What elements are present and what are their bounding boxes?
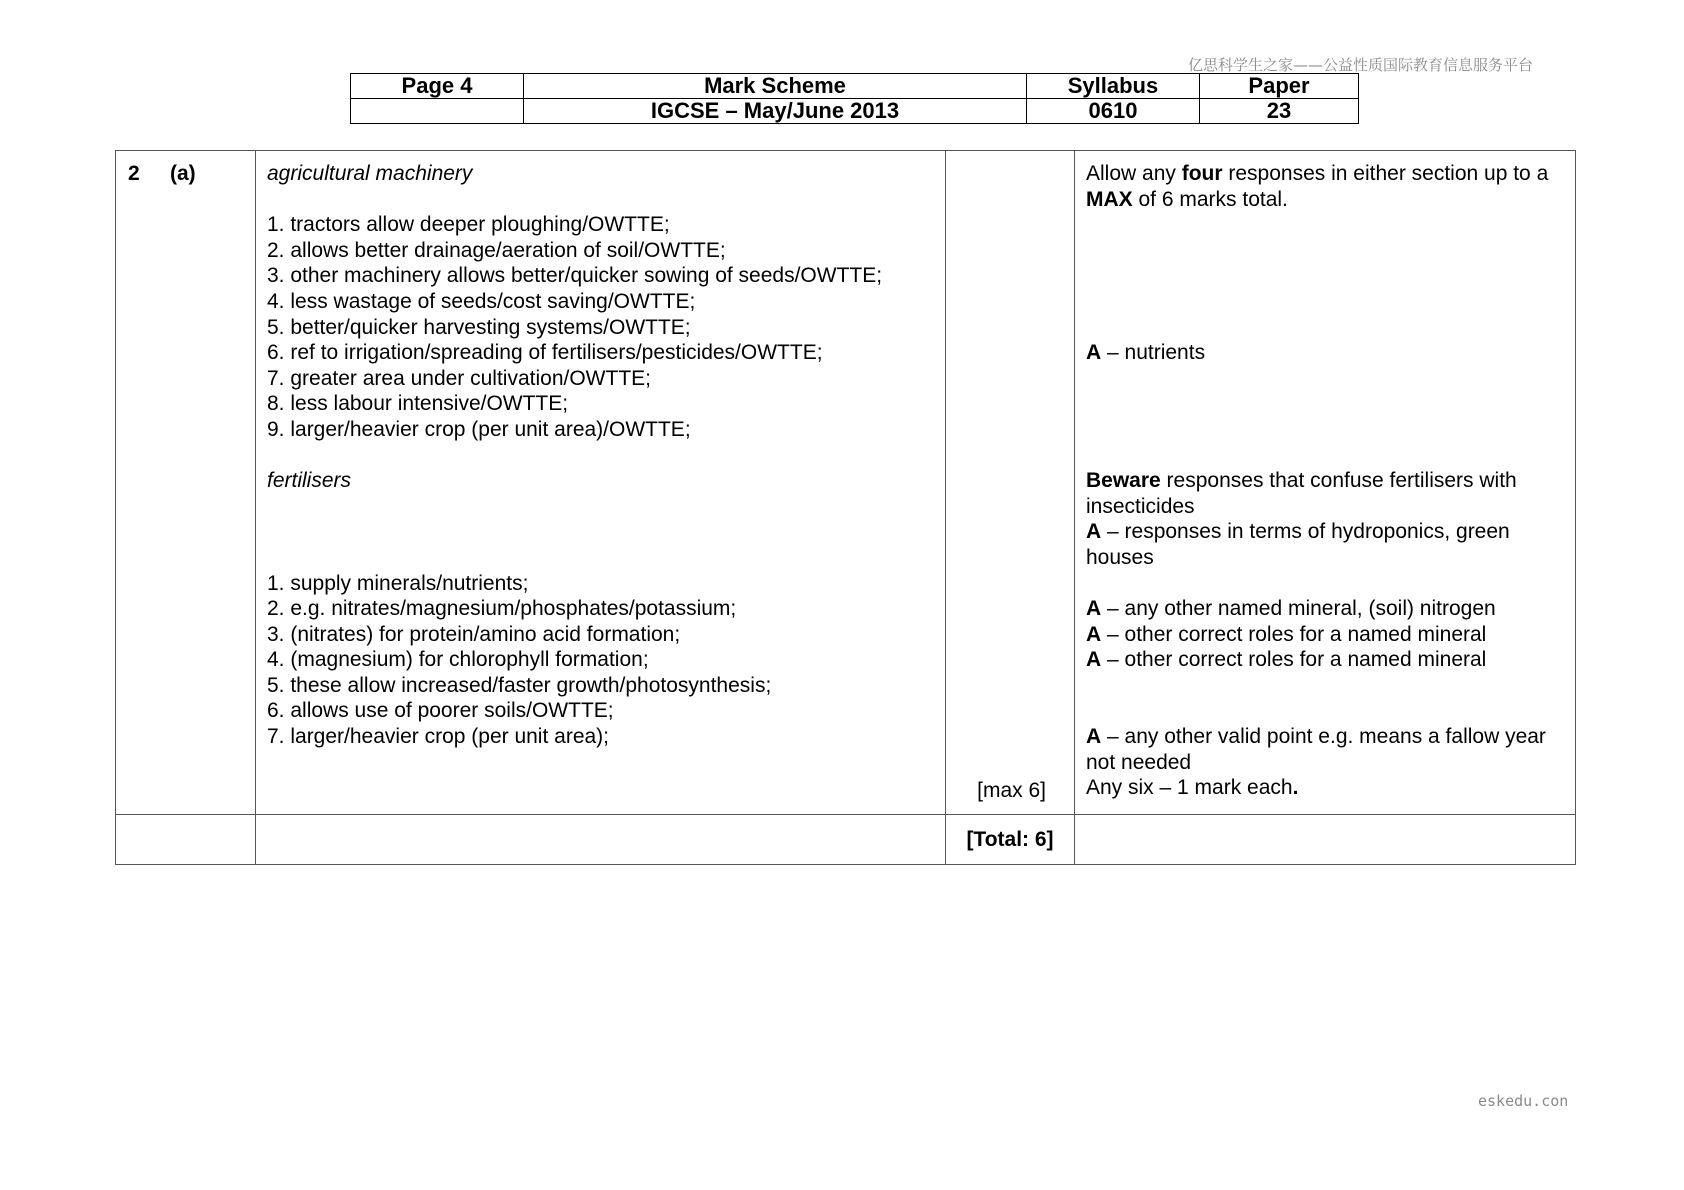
max-marks: [max 6] (977, 779, 1046, 803)
answer-point: 4. less wastage of seeds/cost saving/OWTTE; (267, 289, 696, 313)
guidance-hydroponics: A – responses in terms of hydroponics, green houses (1086, 520, 1510, 569)
watermark-top: 亿思科学生之家——公益性质国际教育信息服务平台 (1188, 56, 1534, 74)
guidance-intro: Allow any four responses in either section up to a MAX of 6 marks total. (1086, 162, 1549, 211)
question-cell (116, 151, 256, 815)
guidance-beware: Beware responses that confuse fertilisers with insecticides (1086, 469, 1517, 518)
answer-point: 9. larger/heavier crop (per unit area)/OWTTE; (267, 417, 691, 441)
paper-label-cell: Paper (1200, 74, 1359, 99)
syllabus-label-cell: Syllabus (1027, 74, 1200, 99)
answer-point: 5. better/quicker harvesting systems/OWTTE; (267, 315, 691, 339)
total-blank-cell (1075, 815, 1576, 865)
guidance-roles: A – other correct roles for a named mineral (1086, 648, 1487, 672)
guidance-mineral: A – any other named mineral, (soil) nitrogen (1086, 597, 1496, 621)
syllabus-code-cell: 0610 (1027, 99, 1200, 124)
answer-cell (256, 151, 946, 815)
total-blank-cell (256, 815, 946, 865)
guidance-roles: A – other correct roles for a named mineral (1086, 622, 1487, 646)
watermark-bottom: eskedu.con (1478, 1092, 1569, 1110)
total-row (116, 815, 1576, 865)
blank-cell (351, 99, 524, 124)
section-title-machinery: agricultural machinery (267, 162, 473, 185)
section-title-fertilisers: fertilisers (267, 469, 352, 493)
marks-cell (946, 151, 1075, 815)
answer-point: 6. ref to irrigation/spreading of fertilisers/pesticides/OWTTE; (267, 341, 823, 365)
total-marks: [Total: 6] (946, 815, 1075, 865)
answer-point: 3. other machinery allows better/quicker sowing of seeds/OWTTE; (267, 264, 883, 288)
question-row (116, 151, 1576, 815)
header-table (350, 73, 1359, 124)
total-blank-cell (116, 815, 256, 865)
guidance-nutrients: A – nutrients (1086, 341, 1206, 365)
answer-point: 3. (nitrates) for protein/amino acid formation; (267, 622, 681, 646)
answer-point: 7. greater area under cultivation/OWTTE; (267, 366, 651, 390)
question-part: (a) (170, 162, 196, 185)
question-number: 2 (128, 162, 140, 185)
answer-point: 2. allows better drainage/aeration of soil/OWTTE; (267, 238, 726, 262)
answer-point: 6. allows use of poorer soils/OWTTE; (267, 699, 614, 723)
answer-point: 8. less labour intensive/OWTTE; (267, 392, 569, 416)
doc-type-cell: Mark Scheme (524, 74, 1027, 99)
exam-session-cell: IGCSE – May/June 2013 (524, 99, 1027, 124)
page-cell: Page 4 (351, 74, 524, 99)
guidance-fallow: A – any other valid point e.g. means a fallow year not needed (1086, 725, 1546, 774)
answer-point: 1. tractors allow deeper ploughing/OWTTE; (267, 213, 670, 237)
guidance-cell (1075, 151, 1576, 815)
paper-number-cell: 23 (1200, 99, 1359, 124)
answer-point: 5. these allow increased/faster growth/photosynthesis; (267, 673, 772, 697)
mark-scheme-table (115, 150, 1576, 865)
answer-point: 4. (magnesium) for chlorophyll formation; (267, 648, 649, 672)
answer-point: 2. e.g. nitrates/magnesium/phosphates/potassium; (267, 597, 737, 621)
answer-point: 1. supply minerals/nutrients; (267, 571, 529, 595)
guidance-any-six: Any six – 1 mark each. (1086, 776, 1299, 800)
answer-point: 7. larger/heavier crop (per unit area); (267, 725, 609, 749)
